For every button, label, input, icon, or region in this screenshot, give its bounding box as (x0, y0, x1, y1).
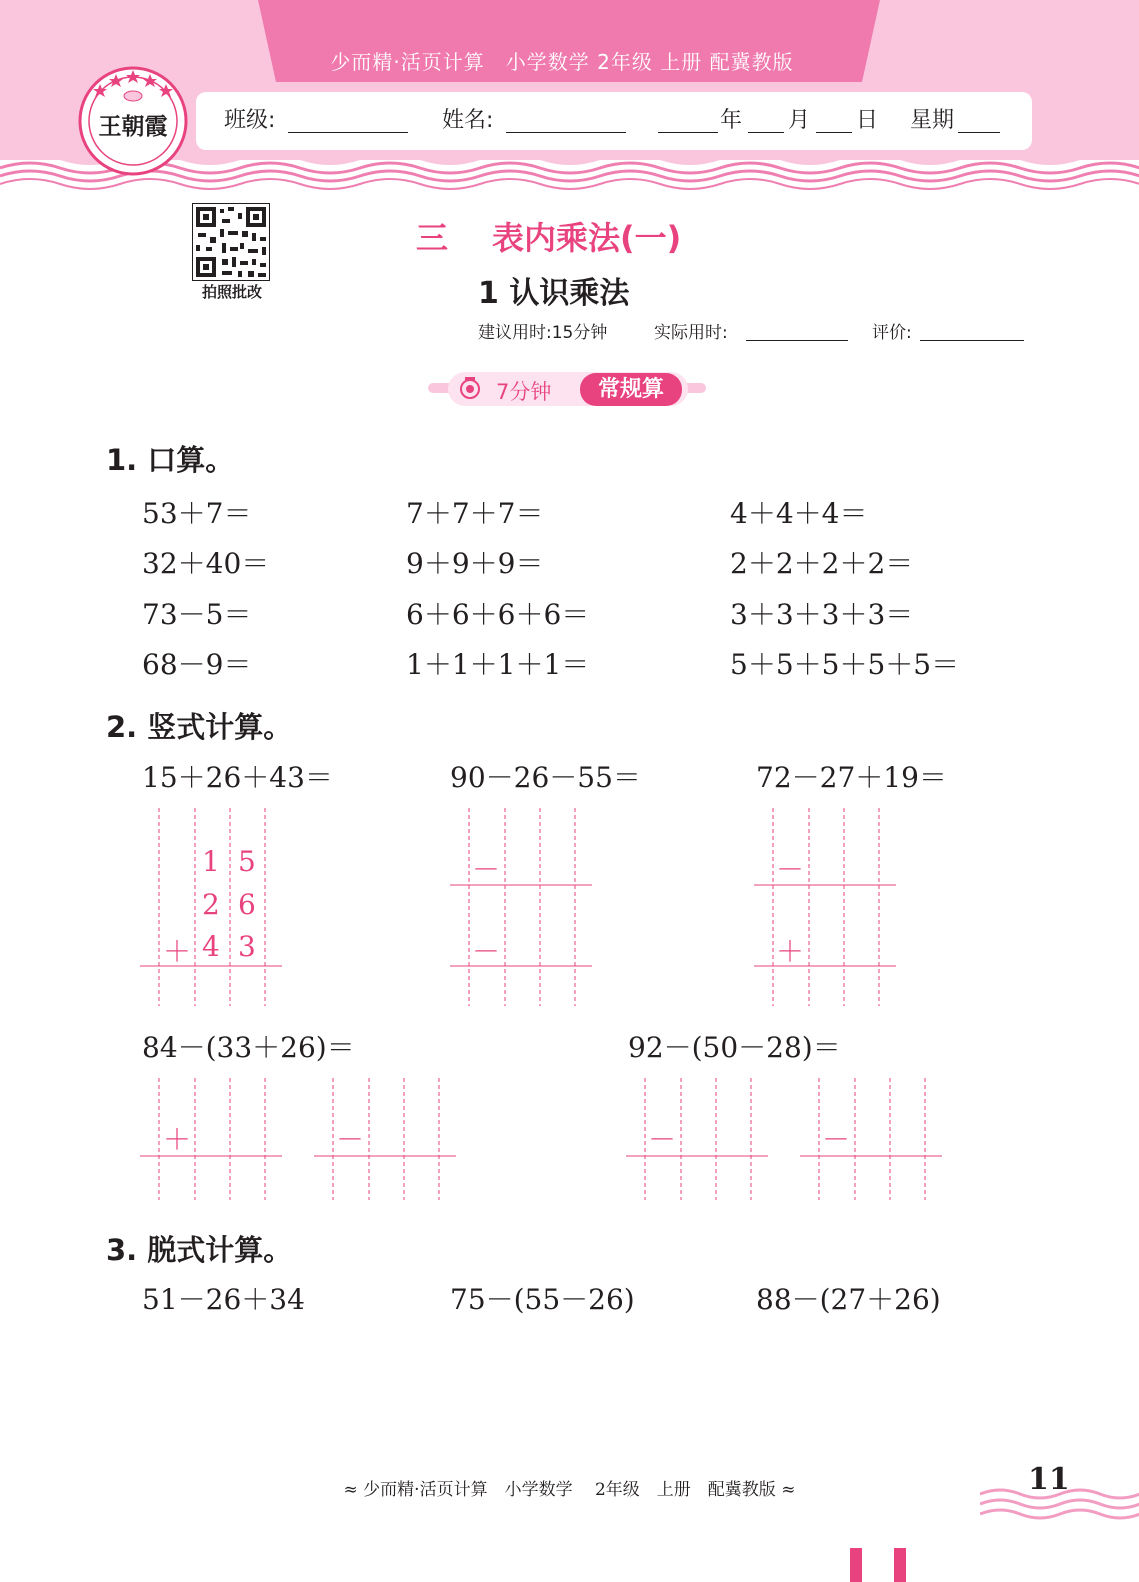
footer-text: ≈ 少而精·活页计算 小学数学 2年级 上册 配冀教版 ≈ (343, 1480, 796, 1500)
year-field[interactable] (658, 132, 718, 133)
week-label: 星期 (910, 108, 955, 133)
oral-item: 32＋40＝ (142, 547, 270, 580)
minus-sign: － (776, 853, 805, 886)
month-field[interactable] (748, 132, 784, 133)
stepwise-item: 75－(55－26) (450, 1283, 635, 1316)
page-edge-mark (850, 1548, 862, 1582)
page-edge-mark (894, 1548, 906, 1582)
oral-item: 5＋5＋5＋5＋5＝ (730, 648, 960, 681)
stepwise-item: 51－26＋34 (142, 1283, 305, 1316)
student-info-box (196, 92, 1032, 150)
rating-label: 评价: (872, 323, 912, 343)
section-1-title: 1. 口算。 (106, 443, 235, 477)
minus-sign: － (648, 1123, 677, 1156)
oral-item: 6＋6＋6＋6＝ (406, 598, 590, 631)
oral-item: 2＋2＋2＋2＝ (730, 547, 914, 580)
example-digit: 6 (238, 888, 256, 921)
unit-number: 三 (416, 219, 449, 257)
name-field[interactable] (506, 132, 626, 133)
example-digit: 3 (238, 930, 256, 963)
plus-sign: ＋ (163, 935, 192, 968)
unit-title: 表内乘法(一) (492, 219, 682, 257)
oral-item: 4＋4＋4＝ (730, 497, 868, 530)
example-digit: 2 (202, 888, 220, 921)
example-digit: 1 (202, 845, 220, 878)
vertical-grid[interactable] (450, 808, 595, 1008)
minus-sign: － (472, 853, 501, 886)
oral-item: 3＋3＋3＋3＝ (730, 598, 914, 631)
section-2-title: 2. 竖式计算。 (106, 710, 293, 744)
day-label: 日 (856, 108, 879, 133)
oral-item: 7＋7＋7＝ (406, 497, 544, 530)
vertical-item: 84－(33＋26)＝ (142, 1031, 355, 1064)
lesson-title: 1 认识乘法 (478, 276, 630, 311)
minus-sign: － (472, 935, 501, 968)
example-digit: 4 (202, 930, 220, 963)
oral-item: 73－5＝ (142, 598, 252, 631)
qr-code-icon[interactable] (192, 203, 270, 281)
oral-item: 68－9＝ (142, 648, 252, 681)
qr-label: 拍照批改 (201, 283, 262, 301)
vertical-grid[interactable] (140, 1078, 285, 1202)
plus-sign: ＋ (776, 935, 805, 968)
badge-time: 7分钟 (496, 380, 552, 404)
logo-text: 王朝霞 (98, 113, 168, 140)
suggested-time: 建议用时:15分钟 (478, 323, 608, 343)
oral-item: 9＋9＋9＝ (406, 547, 544, 580)
header-band (0, 0, 1139, 190)
name-label: 姓名: (442, 108, 494, 133)
oral-item: 1＋1＋1＋1＝ (406, 648, 590, 681)
month-label: 月 (788, 108, 811, 133)
vertical-item: 72－27＋19＝ (756, 761, 947, 794)
minus-sign: － (336, 1123, 365, 1156)
week-field[interactable] (958, 132, 1000, 133)
minus-sign: － (822, 1123, 851, 1156)
oral-item: 53＋7＝ (142, 497, 252, 530)
example-digit: 5 (238, 845, 256, 878)
vertical-item: 90－26－55＝ (450, 761, 641, 794)
class-field[interactable] (288, 132, 408, 133)
year-label: 年 (720, 108, 743, 133)
actual-time-label: 实际用时: (654, 323, 728, 343)
vertical-item: 92－(50－28)＝ (628, 1031, 841, 1064)
class-label: 班级: (224, 108, 276, 133)
actual-time-field[interactable] (746, 340, 848, 341)
vertical-grid[interactable] (754, 808, 899, 1008)
badge-type: 常规算 (580, 373, 682, 406)
stepwise-item: 88－(27＋26) (756, 1283, 941, 1316)
section-3-title: 3. 脱式计算。 (106, 1233, 293, 1267)
plus-sign: ＋ (163, 1123, 192, 1156)
day-field[interactable] (816, 132, 852, 133)
page-number: 11 (1028, 1462, 1070, 1497)
vertical-item: 15＋26＋43＝ (142, 761, 333, 794)
series-title: 少而精·活页计算 小学数学 2年级 上册 配冀教版 (330, 50, 794, 74)
rating-field[interactable] (920, 340, 1024, 341)
